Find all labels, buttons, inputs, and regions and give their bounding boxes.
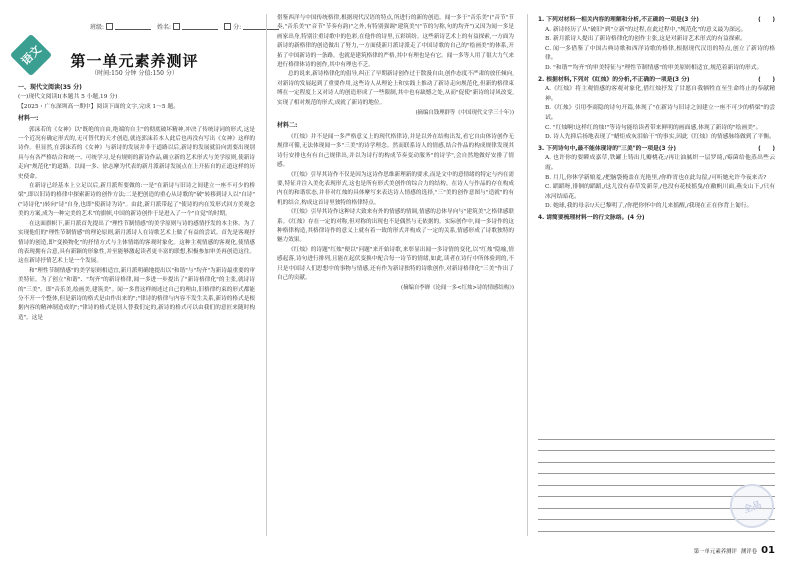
column-2 (277, 14, 514, 297)
option-a[interactable]: A.《红烛》将主观情感的客观对象化,借红烛抒发了甘愿自我牺牲直至生命终止的奉献精神。 (545, 86, 775, 102)
option-b[interactable]: B. 月儿,你休学新娘羞,/把脑袋掩盖在光艳里,/你昨宵也在此勾留,/可听她允许今夜来否? (545, 174, 767, 181)
paragraph: 《红烛》引导其诗作不仅是因为这诗作思维新理新的要求,而是文中的意情绪的特定与内在需要,特征并注入美化表现形式,这也是所有形式美创作的综合力的结构。在诗人与作品的存在构成内在的和谐状态,并非对红烛的具体摩写来表达诗人情感的选择,"三"美的创作意图与"造就"的有机的结合,构成这首诗里独特的格律特点。 (277, 171, 514, 206)
page-title: 第一单元素养测评 (70, 52, 199, 70)
subject-tag-text: 语文 (18, 42, 44, 68)
footer-book: 测评卷 (740, 548, 758, 555)
footer-label: 第一单元素养测评 (693, 548, 737, 555)
column-1 (18, 80, 255, 323)
paragraph: 《红烛》并不是闻一多严格意义上的现代格律诗,并是以外在结构出发,看它自由体诗创作无规律可循,无法体现闻一多"三美"的诗学理念。然而联系诗人的情感,结合作品的构成规律发现其诗行安排也有有自己规律出,并以为诗行的构成节奏变动服务"的诗学",会自然地做好安排了情感。 (277, 133, 514, 169)
column-divider (266, 14, 267, 536)
option-d[interactable]: D. 她球,我的母亲!/天已黎明了,/你把你怀中的儿来摇醒,/我现在正在你背上匍行。 (545, 203, 753, 210)
source-note: (摘编自钱理群等《中国现代文学三十年》) (415, 110, 514, 117)
page-footer (694, 545, 775, 556)
option-a[interactable]: A. 新诗经历了从"破旧"到"立新"的过程,在此过程中,"规范化"的意义最为深远。 (545, 26, 747, 33)
answer-bracket[interactable]: ( ) (758, 145, 775, 152)
paragraph: 借鉴西洋与中国传统格律,根据现代汉语的特点,所进行的新的创造。闻一多于"音乐美"("音节"节奏,"音乐美"("音节"节奏有韵)"之外,有特别强调"建筑美"("节的匀称,句的均齐")又因为闻一多是画家出身,特别注重诗歌中的色彩,在他作的诗里,五彩缤纷。这些新诗艺术上的有益探索,一方面为新诗的新格律的创造做出了努力,一方面使新月派诗派走了中国诗歌的自己的"绘画美"的体系,开拓了中国新诗的一条路。也就是建筑格律的严格,其中有理也是有它。闻一多等人用了很大力气来进行格律体诗的创作,其中有理也不乏。 (277, 15, 514, 69)
column-3-questions (538, 14, 775, 223)
question-2-stem: 2. 根据材料,下列对《红烛》的分析,不正确的一项是(3 分) ( ) (538, 76, 775, 86)
watermark-stamp: 全品 (724, 478, 779, 533)
page-number: 01 (761, 545, 775, 556)
paragraph: 《红烛》的诗题"红烛"便以"问题"来开始诗歌,来彰显出闻一多诗情的变化,以"红烛"隐喻,情感起落,诗句进行排列,且能在起伏变换中配合每一诗节的情绪,如此,读者在诗行中所体验到的,不只是中国诗人们思想中的事物与情感,还有作为新诗独特的诗歌创作,对新诗格律化"三美"作出了自己的贡献。 (277, 246, 514, 281)
name-field[interactable] (157, 22, 218, 31)
score-box[interactable] (224, 23, 231, 30)
score-field[interactable] (224, 22, 279, 31)
option-d[interactable]: D. 诗人先抑后扬地表现了"蜡炬成灰泪始干"的事实,因此《红烛》的情感脉络做到了平衡。 (545, 134, 775, 141)
option-b[interactable]: B. 新月派诗人提出了新诗格律化的创作主张,这是对新诗艺术形式的有益探索。 (545, 36, 747, 43)
paragraph: 和"理性节制情感"的美学原则相适宜,新月派明确地提出以"和谐"与"均齐"为新诗最重要的审美特征。为了创立"和谐"、"均齐"的新诗格律,闻一多进一步提出了"新诗格律化"的主张,就诗诗的"三美"。即"音乐美,绘画美,建筑美"。闻一多曾这样阐述过自己的理由,旧格律约束的形式都能分不开一个整体,但是新诗的格式是由作出来的";"律诗的格律与内容不发生关系,新诗的格式是根据内容的精神制造成的";"律诗的格式是别人替我们定的,新诗的格式可以由我们的意匠来随时构造"。这是 (18, 267, 255, 321)
class-box[interactable] (106, 23, 113, 30)
option-a[interactable]: A. 也许你的要瞬成嘉草,铁罐上铸出几瓣桃花;/再让油腻织一层罗绮,/霉菌给他蒸出些云霞。 (545, 155, 775, 171)
class-field[interactable] (90, 22, 151, 31)
paragraph: 《红烛》引导其诗作这种诗大致来有外的情感的情调,情感的总体导向与"建筑美"之格律感联系。《红烛》存在一定的对称,但对称的出现也不是偶然与无依据的。实际创作中,闻一多诗作的这种格律构造,其格律诗作的意义上就有着一致的形式并构成了一定的关系,情感形成了诗歌独特的魅力效果。 (277, 209, 514, 244)
question-4-stem: 4. 请简要梳理材料一的行文脉络。(4 分) (538, 214, 645, 221)
option-c[interactable]: C. "红烛啊!这样红的烛!"等诗句能给读者带来鲜明的画面感,体现了新诗的"绘画美"。 (545, 124, 762, 131)
score-label: 分: (233, 24, 242, 31)
option-b[interactable]: B.《红烛》引用李商隐的诗句开篇,体现了"在新诗与旧诗之间建立一座不可少的桥梁"的尝试。 (545, 105, 775, 121)
column-divider (527, 14, 528, 536)
option-d[interactable]: D. "和谐""均齐"的审美特征与"理性节制情感"的审美原则相适宜,规范着新诗的形式。 (545, 64, 763, 71)
name-box[interactable] (173, 23, 180, 30)
question-1-stem: 1. 下列对材料一相关内容的理解和分析,不正确的一项是(3 分) ( ) (538, 16, 775, 26)
paragraph: 在这面旗帜下,新月派首先提出了"理性节制情感"的美学原则与诗的感情抒发的本主体。为了实现他们的"理性节制情感"的理论原则,新月派诗人在诗歌艺术上做了有益的尝试。首先是客观抒情诗的创造,即"变换物化"的抒情方式与主体情绪的客观时象化。这种主观情感的客观化,使情感的表现拥有合意,具有新颖的形象性,并至能够激起读者更丰富的联想,积极参加审美再创造这往。这在新诗抒情艺术上是一个发展。 (18, 220, 255, 265)
paragraph: 在新诗已经基本上立足以后,新月派所要做的:一是"在新诗与旧诗之间建立一座不可少的桥梁",即以旧诗的格律中探索新诗的创作方法;二是把创造的重心从诗歌的"破"转移到诗人以"自诗"("诗诗化")转向"诗"自身,也即"使新诗为诗"。由此,新月派带起了"使诗的内在发形式回方美观念美的方案,成为一种完美的艺术"的旗帜,中国的新诗创作于是进入了一个"自觉"的时期。 (18, 183, 255, 218)
student-info-line (90, 22, 279, 31)
section-heading: 一、现代文阅读(35 分) (18, 84, 82, 91)
subsection-heading: (一)现代文阅读Ⅰ(本题共 5 小题,19 分) (18, 94, 118, 101)
question-3-stem: 3. 下列诗句中,最不能体现诗的"三美"的一项是(3 分) ( ) (538, 145, 775, 155)
option-c[interactable]: C. 蹈蹈呀,徘徊的蹈蹈,/这儿没有春草发新芽,/也没有花枝摇曳/在敝帆川面,燕支山下,/只有冰河结暗花。 (545, 184, 775, 200)
answer-bracket[interactable]: ( ) (758, 76, 775, 83)
name-label: 姓名: (157, 24, 172, 31)
material-1-heading: 材料一: (18, 115, 39, 123)
instruction-text: 【2025・广东深圳高一期中】阅读下面的文字,完成 1～5 题。 (18, 103, 179, 110)
paragraph: 总的说来,新诗格律化的倡导,纠正了早期新诗创作过于散漫自由,创作态度不严肃的放任倾向,对新诗的发展起到了重要作用,这些诗人从理论上和实践上推动了新诗走向规范化,但新的格律束缚在一定程度上又对诗人的创造形成了一些限制,其中也有缺憾之处,从而"促使"新诗的诗风改变,实现了相对规范的形式,成就了新诗的地位。 (277, 71, 514, 106)
page-subtitle: （时间:150 分钟 分值:150 分） (91, 70, 178, 77)
material-2-heading: 材料二: (277, 122, 298, 130)
answer-bracket[interactable]: ( ) (758, 17, 775, 23)
class-label: 班级: (90, 24, 105, 31)
option-c[interactable]: C. 闻一多借鉴了中国古典诗歌和西洋诗歌的格律,根据现代汉语的特点,创立了新诗的格律。 (545, 45, 775, 62)
source-note: (摘编自李婵《论闻一多<红烛>诗的情感结构》) (401, 285, 514, 292)
paragraph: 郭沫若的《女神》以"既绝的自由,绝端的自主"的彻底破坏精神,冲决了传统诗词的形式,这是一个近况有确定形式的,无可替代的天才创造,就连郭沫若本人此后也再没有写出《女神》这样的诗作。但显然,在郭沫若的《女神》与新诗的发展并非于道路以后,新诗的发展就沿向需要出现别具与有各严格结合和统一、可统学习,是有规则的新诗作品,确立新的艺术形式与美学原则,使新诗走向"规范化"的道路。以闻一多、徐志摩为代表的新月派新诗发展点在上开拓自的正道这样的历史使命。 (18, 126, 255, 180)
